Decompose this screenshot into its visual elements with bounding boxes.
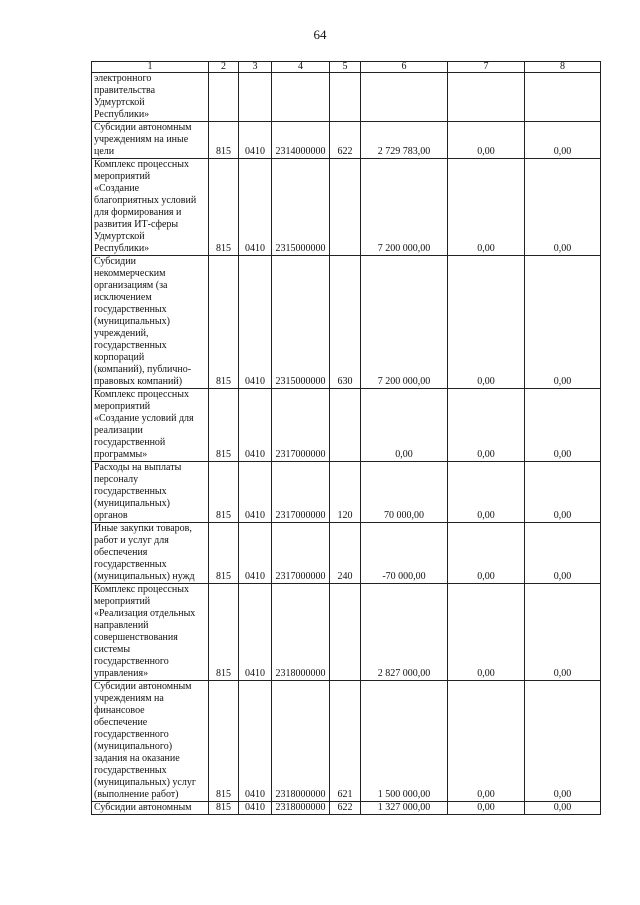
- row-target-article: [272, 73, 330, 122]
- row-col-7: [448, 73, 525, 122]
- header-row: [92, 62, 601, 73]
- row-gov-code: 815: [209, 256, 239, 389]
- row-col-8: 0,00: [525, 802, 601, 815]
- row-section-code: 0410: [239, 389, 272, 462]
- row-col-7: 0,00: [448, 584, 525, 681]
- row-col-7: 0,00: [448, 681, 525, 802]
- row-expense-type: [330, 584, 361, 681]
- row-section-code: 0410: [239, 523, 272, 584]
- row-col-7: 0,00: [448, 122, 525, 159]
- table-row: [92, 802, 601, 815]
- row-gov-code: 815: [209, 122, 239, 159]
- row-name: Субсидии некоммерческим организациям (за исключением государственных (муниципальных) учреждений, государственных корпораций (компаний), публично- правовых компаний): [92, 256, 209, 389]
- row-expense-type: 120: [330, 462, 361, 523]
- row-col-7: 0,00: [448, 256, 525, 389]
- row-col-7: 0,00: [448, 802, 525, 815]
- row-expense-type: 240: [330, 523, 361, 584]
- row-section-code: 0410: [239, 122, 272, 159]
- row-col-7: 0,00: [448, 389, 525, 462]
- table-row: [92, 256, 601, 389]
- row-expense-type: 622: [330, 122, 361, 159]
- header-col-1: 1: [92, 62, 209, 73]
- row-expense-type: 622: [330, 802, 361, 815]
- row-target-article: 2318000000: [272, 802, 330, 815]
- row-name: Комплекс процессных мероприятий «Реализация отдельных направлений совершенствования системы государственного управления»: [92, 584, 209, 681]
- row-gov-code: 815: [209, 584, 239, 681]
- row-col-8: [525, 73, 601, 122]
- table-row: [92, 584, 601, 681]
- row-expense-type: 630: [330, 256, 361, 389]
- budget-table: [91, 61, 601, 815]
- row-section-code: 0410: [239, 681, 272, 802]
- page-number: 64: [313, 27, 327, 42]
- row-amount: 2 827 000,00: [361, 584, 448, 681]
- row-col-7: 0,00: [448, 159, 525, 256]
- row-section-code: 0410: [239, 256, 272, 389]
- row-target-article: 2315000000: [272, 159, 330, 256]
- row-gov-code: 815: [209, 159, 239, 256]
- row-amount: 2 729 783,00: [361, 122, 448, 159]
- row-name: Субсидии автономным учреждениям на финансовое обеспечение государственного (муниципального) задания на оказание государственных (муниципальных) услуг (выполнение работ): [92, 681, 209, 802]
- header-col-5: 5: [330, 62, 361, 73]
- row-name: электронного правительства Удмуртской Республики»: [92, 73, 209, 122]
- row-amount: 7 200 000,00: [361, 159, 448, 256]
- row-amount: 0,00: [361, 389, 448, 462]
- row-name: Субсидии автономным: [92, 802, 209, 815]
- row-col-8: 0,00: [525, 462, 601, 523]
- row-gov-code: 815: [209, 802, 239, 815]
- row-name: Расходы на выплаты персоналу государственных (муниципальных) органов: [92, 462, 209, 523]
- header-col-7: 7: [448, 62, 525, 73]
- row-amount: 7 200 000,00: [361, 256, 448, 389]
- header-col-8: 8: [525, 62, 601, 73]
- header-col-2: 2: [209, 62, 239, 73]
- header-col-4: 4: [272, 62, 330, 73]
- table-row: [92, 523, 601, 584]
- row-col-8: 0,00: [525, 523, 601, 584]
- row-target-article: 2314000000: [272, 122, 330, 159]
- row-expense-type: 621: [330, 681, 361, 802]
- row-section-code: 0410: [239, 584, 272, 681]
- row-gov-code: 815: [209, 523, 239, 584]
- row-amount: 1 327 000,00: [361, 802, 448, 815]
- row-gov-code: 815: [209, 681, 239, 802]
- row-section-code: 0410: [239, 802, 272, 815]
- row-col-7: 0,00: [448, 462, 525, 523]
- row-section-code: [239, 73, 272, 122]
- row-col-7: 0,00: [448, 523, 525, 584]
- row-col-8: 0,00: [525, 681, 601, 802]
- row-section-code: 0410: [239, 462, 272, 523]
- row-amount: [361, 73, 448, 122]
- row-target-article: 2315000000: [272, 256, 330, 389]
- row-expense-type: [330, 159, 361, 256]
- row-name: Иные закупки товаров, работ и услуг для обеспечения государственных (муниципальных) нужд: [92, 523, 209, 584]
- table-row: [92, 73, 601, 122]
- row-name: Комплекс процессных мероприятий «Создание благоприятных условий для формирования и развития ИТ-сферы Удмуртской Республики»: [92, 159, 209, 256]
- table-row: [92, 159, 601, 256]
- row-name: Комплекс процессных мероприятий «Создание условий для реализации государственной программы»: [92, 389, 209, 462]
- row-section-code: 0410: [239, 159, 272, 256]
- row-col-8: 0,00: [525, 389, 601, 462]
- row-amount: -70 000,00: [361, 523, 448, 584]
- row-name: Субсидии автономным учреждениям на иные цели: [92, 122, 209, 159]
- row-gov-code: 815: [209, 462, 239, 523]
- row-target-article: 2317000000: [272, 462, 330, 523]
- row-gov-code: 815: [209, 389, 239, 462]
- header-col-3: 3: [239, 62, 272, 73]
- row-target-article: 2318000000: [272, 584, 330, 681]
- table-row: [92, 681, 601, 802]
- row-col-8: 0,00: [525, 256, 601, 389]
- table-row: [92, 462, 601, 523]
- row-expense-type: [330, 389, 361, 462]
- row-col-8: 0,00: [525, 122, 601, 159]
- table-row: [92, 389, 601, 462]
- row-expense-type: [330, 73, 361, 122]
- row-target-article: 2318000000: [272, 681, 330, 802]
- row-amount: 1 500 000,00: [361, 681, 448, 802]
- row-target-article: 2317000000: [272, 389, 330, 462]
- table-row: [92, 122, 601, 159]
- row-amount: 70 000,00: [361, 462, 448, 523]
- row-gov-code: [209, 73, 239, 122]
- row-target-article: 2317000000: [272, 523, 330, 584]
- header-col-6: 6: [361, 62, 448, 73]
- row-col-8: 0,00: [525, 159, 601, 256]
- row-col-8: 0,00: [525, 584, 601, 681]
